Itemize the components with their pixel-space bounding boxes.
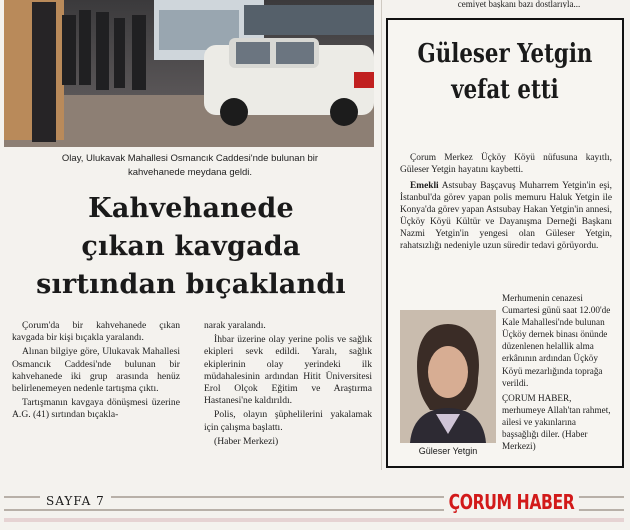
page-number: SAYFA 7: [40, 494, 111, 508]
photo-caption: Olay, Ulukavak Mahallesi Osmancık Caddesi'nde bulunan bir kahvehanede meydana geldi.: [61, 153, 319, 178]
column-divider: [381, 0, 382, 470]
paragraph: Merhumenin cenazesi Cumartesi günü saat 12.00'de Kale Mahallesi'nde bulunan Üçköy dernek binası önünde düzenlenen helallik alma erkânının ardından Üçköy Köyü mezarlığında toprağa verildi.: [502, 293, 611, 388]
obituary-box: [386, 18, 624, 468]
paragraph: Polis, olayın şüphelilerini yakalamak için çalışma başlattı.: [204, 409, 372, 433]
obituary-body: [400, 152, 612, 256]
portrait-image: [400, 310, 496, 443]
story-photo: [4, 0, 374, 147]
headline-line-1: Kahvehanede: [88, 193, 294, 224]
top-continuation-text: cemiyet başkanı bazı dostlarıyla...: [457, 0, 581, 8]
page-footer: [0, 478, 630, 530]
portrait-caption: Güleser Yetgin: [418, 446, 478, 456]
paragraph: İhbar üzerine olay yerine polis ve sağlık ekipleri sevk edildi. Yaralı, sağlık ekiplerinin olay yerindeki ilk müdahalesinin ardından Hitit Üniversitesi Erol Olçok Eğitim ve Araştırma Hastanesi'ne kaldırıldı.: [204, 334, 372, 407]
portrait-photo: [400, 310, 496, 460]
obituary-side-text: [502, 292, 614, 455]
paragraph: Tartışmanın kavgaya dönüşmesi üzerine A.G. (41) sırtından bıçakla-: [12, 397, 180, 421]
story-headline: [4, 190, 378, 304]
headline-line-3: sırtından bıçaklandı: [36, 269, 346, 300]
paragraph: Alınan bilgiye göre, Ulukavak Mahallesi Osmancık Caddesi'nde bulunan bir kahvehanede iki grup arasında henüz belirlenemeyen nedenle tartışma çıktı.: [12, 346, 180, 395]
brand-logo: ÇORUM HABER: [444, 490, 579, 514]
paragraph: ÇORUM HABER, merhumeye Allah'tan rahmet, ailesi ve yakınlarına başsağlığı diler. (Haber Merkezi): [502, 392, 611, 452]
paragraph-text: Astsubay Başçavuş Muharrem Yetgin'in eşi, İstanbul'da görev yapan polis memuru Haluk Yetgin ile Konya'da görev yapan Astsubay Hakan Yetgin'in annesi, Üçköy Köyü Kültür ve Dayanışma Derneği Başkanı Nazmi Yetgin'in yengesi olan Güleser Yetgin, rahatsızlığı nedeniyle uzun süredir tedavi görüyordu.: [400, 181, 612, 251]
title-line-2: vefat etti: [451, 75, 559, 105]
footer-rule-accent: [4, 518, 624, 522]
title-line-1: Güleser Yetgin: [417, 39, 593, 69]
paragraph: [400, 180, 612, 252]
paragraph: narak yaralandı.: [204, 320, 266, 331]
bold-lead: Emekli: [410, 181, 439, 191]
headline-line-2: çıkan kavgada: [81, 231, 301, 262]
story-column-1: [12, 320, 180, 424]
paragraph: Çorum Merkez Üçköy Köyü nüfusuna kayıtlı, Güleser Yetgin hayatını kaybetti.: [400, 153, 612, 175]
obituary-title: [409, 36, 601, 108]
story-column-2: [204, 320, 372, 450]
paragraph: Çorum'da bir kahvehanede çıkan kavgada bir kişi bıçakla yaralandı.: [12, 320, 180, 344]
source-credit: (Haber Merkezi): [214, 435, 279, 447]
